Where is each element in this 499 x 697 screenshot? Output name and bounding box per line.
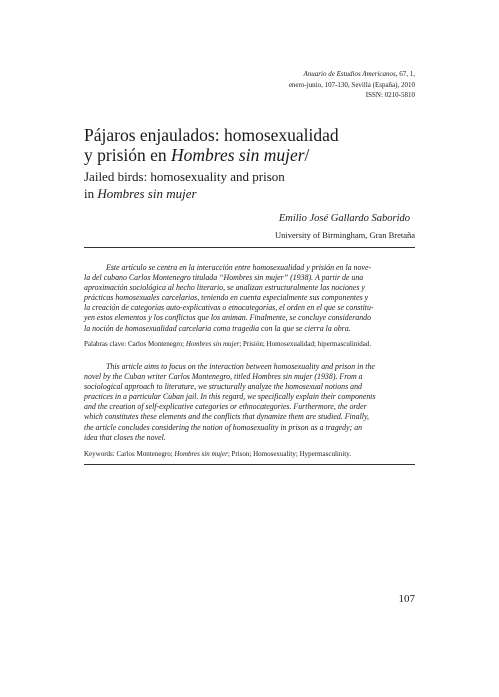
title-en-novel: Hombres sin mujer	[97, 186, 197, 201]
abstract-line: Este artículo se centra en la interacción entre homosexualidad y prisión en la nove-	[106, 263, 372, 272]
title-es-suffix: /	[304, 145, 310, 165]
abstract-line: This article aims to focus on the interaction between homosexuality and prison in the	[106, 362, 375, 371]
title-en-prefix: in	[84, 186, 98, 201]
top-divider	[84, 247, 415, 248]
bottom-divider	[84, 464, 415, 465]
issue-line: enero-junio, 107-130, Sevilla (España), 2010	[288, 80, 415, 89]
keyword-novel: Hombres sin mujer	[174, 450, 228, 458]
keyword-novel: Hombres sin mujer	[185, 340, 240, 348]
issn: ISSN: 0210-5810	[365, 91, 415, 99]
abstract-english	[84, 362, 415, 443]
page-number: 107	[398, 593, 415, 605]
abstract-line: and the creation of self-explicative categories or ethnocategories. Furthermore, the order	[84, 402, 367, 412]
author-name: Emilio José Gallardo Saborido	[278, 213, 410, 224]
abstract-line: which constitutes these elements and the conflicts that dynamize them are studied. Finally,	[84, 412, 370, 422]
title-es-prefix: y prisión en	[84, 145, 172, 165]
abstract-line: idea that closes the novel.	[84, 432, 166, 442]
abstract-line: prácticas homosexuales carcelarias, teniendo en cuenta especialmente sus componentes y	[84, 293, 369, 303]
abstract-line: la del cubano Carlos Montenegro titulada “Hombres sin mujer” (1938). A partir de una	[84, 273, 364, 283]
title-en-line2	[84, 185, 424, 202]
abstract-line: novel by the Cuban writer Carlos Montenegro, titled Hombres sin mujer (1938). From a	[84, 372, 363, 382]
keywords-label: Palabras clave:	[84, 340, 128, 348]
abstract-spanish	[84, 263, 415, 334]
keywords-spanish: Palabras clave: Carlos Montenegro; Hombres sin mujer; Prisión; Homosexualidad; hipermasculinidad.	[84, 340, 372, 348]
abstract-line: aproximación sociológica al hecho literario, se analizan estructuralmente las nociones y	[84, 283, 365, 293]
title-spanish	[84, 125, 424, 165]
title-es-novel: Hombres sin mujer	[171, 145, 305, 165]
title-es-line2	[84, 145, 424, 165]
title-es-line1: Pájaros enjaulados: homosexualidad	[84, 125, 339, 145]
abstract-line: sociological approach to literature, we structurally analyze the homosexual notions and	[84, 382, 362, 392]
title-en-line1: Jailed birds: homosexuality and prison	[84, 169, 285, 184]
journal-line	[195, 69, 415, 80]
abstract-line: the article concludes considering the notion of homosexuality in prison as a tragedy; an	[84, 422, 363, 432]
keywords-label: Keywords:	[84, 450, 117, 458]
journal-header	[195, 69, 415, 101]
journal-name: Anuario de Estudios Americanos	[303, 70, 396, 78]
abstract-line: practices in a particular Cuban jail. In this regard, we specifically explain their components	[84, 392, 376, 402]
abstract-line: la creación de categorías auto-explicativas o etnocategorías, el orden en el que se constitu-	[84, 303, 374, 313]
abstract-line: yen estos elementos y los conflictos que los animan. Finalmente, se concluye considerando	[84, 313, 372, 323]
title-english	[84, 168, 424, 202]
abstract-line: la noción de homosexualidad carcelaria como tragedia con la que se cierra la obra.	[84, 323, 351, 333]
journal-volume: , 67, 1,	[395, 70, 415, 78]
author-affiliation: University of Birmingham, Gran Bretaña	[275, 230, 415, 240]
keywords-english: Keywords: Carlos Montenegro; Hombres sin mujer; Prison; Homosexuality; Hypermasculinity.	[84, 450, 352, 458]
